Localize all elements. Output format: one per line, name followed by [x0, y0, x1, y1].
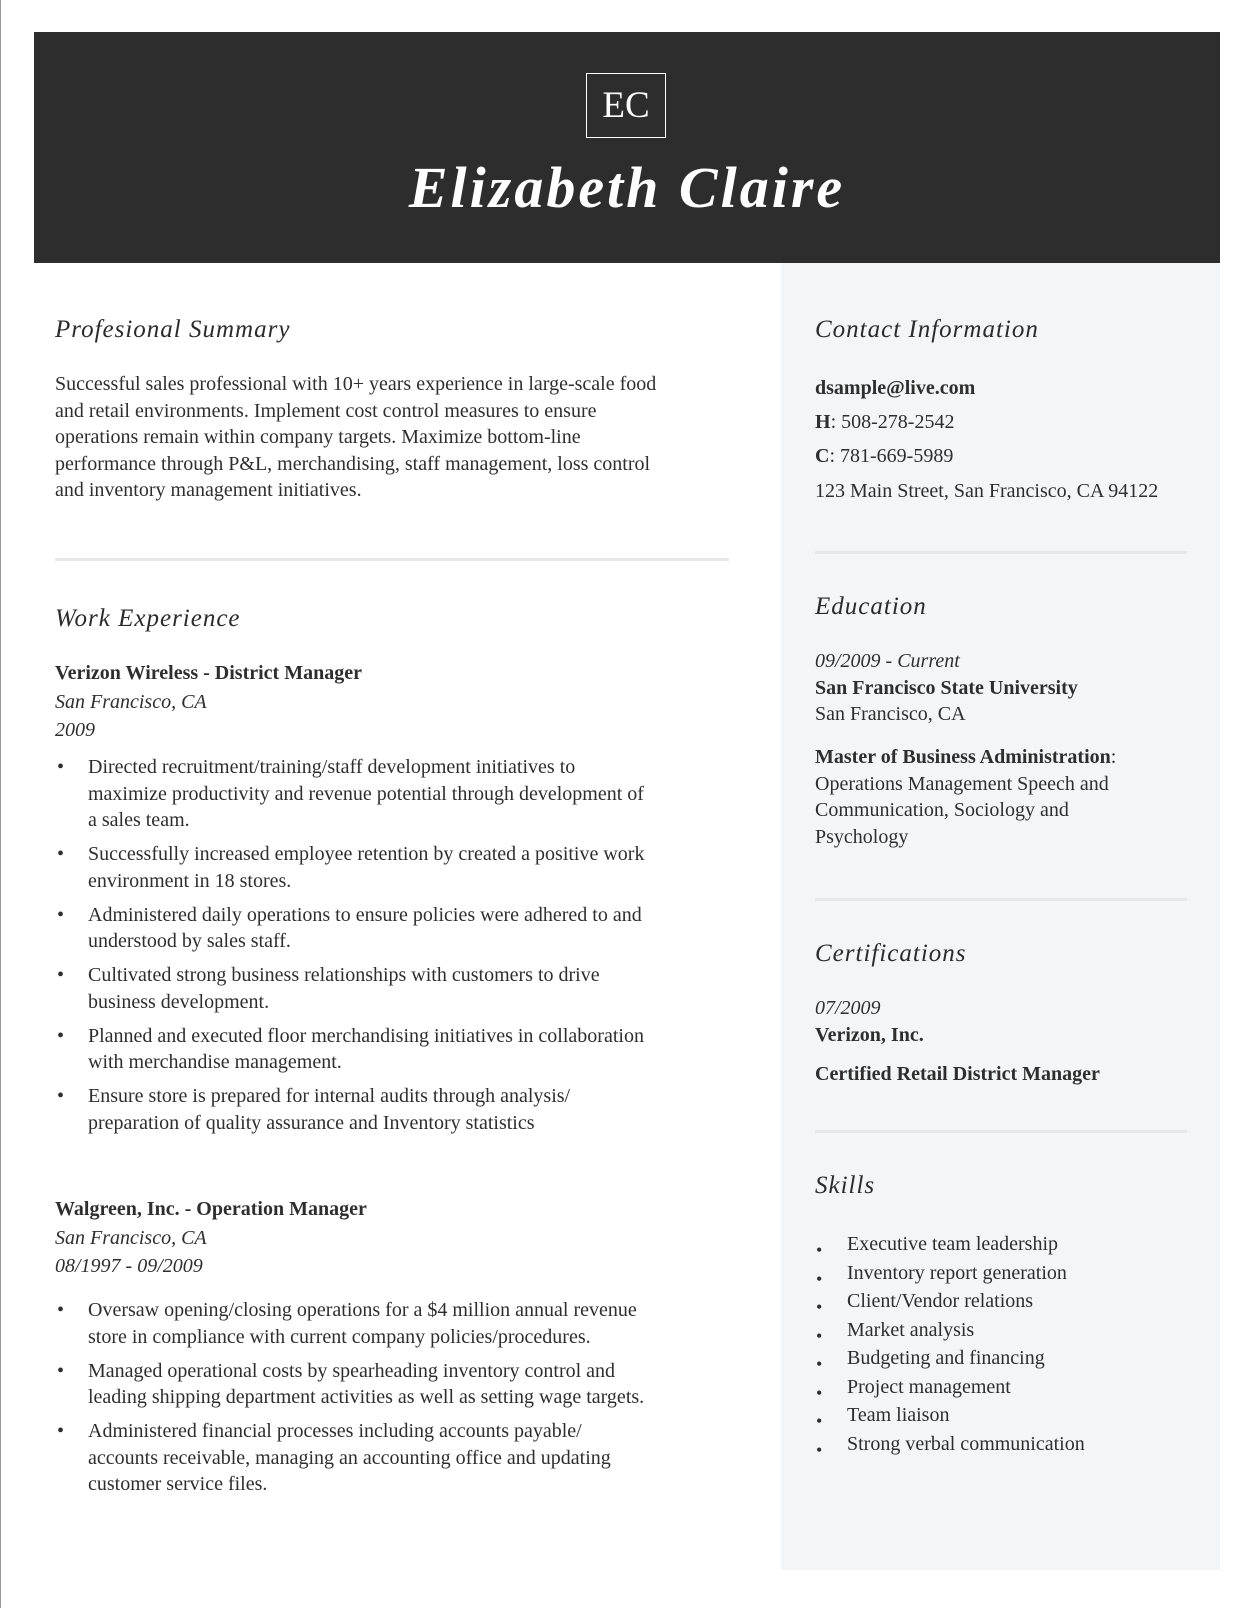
section-divider — [815, 551, 1187, 554]
school-name: San Francisco State University — [815, 677, 1078, 699]
cell-phone-number: : 781-669-5989 — [829, 445, 954, 467]
degree-block — [815, 744, 1195, 850]
skill-item: • Client/Vendor relations — [815, 1287, 1085, 1316]
bullet-line: • Administered financial processes including accounts payable/ — [88, 1420, 582, 1442]
degree-detail: Communication, Sociology and — [815, 799, 1069, 821]
summary-line: operations remain within company targets. Maximize bottom-line — [55, 426, 581, 448]
education-dates: 09/2009 - Current — [815, 650, 960, 672]
skills-heading: Skills — [815, 1172, 876, 1199]
job-bullets — [55, 754, 745, 1144]
skill-item: • Project management — [815, 1373, 1085, 1402]
list-item — [55, 1023, 745, 1076]
list-item — [55, 754, 745, 834]
section-divider — [815, 1130, 1187, 1133]
contact-heading: Contact Information — [815, 316, 1039, 343]
degree-suffix: : — [1110, 746, 1117, 768]
list-item — [55, 962, 745, 1015]
page-edge — [0, 0, 1, 1608]
street-address: 123 Main Street, San Francisco, CA 94122 — [815, 480, 1159, 502]
degree-line — [815, 744, 1195, 771]
cell-phone-label: C — [815, 445, 830, 467]
summary-line: Successful sales professional with 10+ years experience in large-scale food — [55, 373, 657, 395]
bullet-line: • Cultivated strong business relationships with customers to drive — [88, 964, 600, 986]
section-divider — [815, 898, 1187, 901]
list-item — [55, 1418, 745, 1498]
bullet-line: business development. — [88, 990, 270, 1013]
list-item — [55, 841, 745, 894]
summary-heading: Profesional Summary — [55, 316, 291, 343]
bullet-line: • Oversaw opening/closing operations for a $4 million annual revenue — [88, 1299, 637, 1321]
monogram: EC — [586, 73, 666, 138]
bullet-line: customer service files. — [88, 1473, 268, 1495]
bullet-line: environment in 18 stores. — [88, 869, 292, 892]
bullet-line: a sales team. — [88, 809, 190, 831]
list-item — [55, 1083, 745, 1136]
bullet-line: maximize productivity and revenue potential through development of — [88, 782, 644, 805]
certifications-heading: Certifications — [815, 940, 967, 967]
home-phone — [815, 409, 954, 436]
bullet-line: store in compliance with current company policies/procedures. — [88, 1325, 591, 1348]
home-phone-label: H — [815, 411, 831, 433]
experience-heading: Work Experience — [55, 605, 241, 632]
education-heading: Education — [815, 593, 927, 620]
certification-date: 07/2009 — [815, 997, 881, 1019]
summary-text — [55, 371, 735, 504]
job-title: Walgreen, Inc. - Operation Manager — [55, 1198, 367, 1220]
skill-item: • Team liaison — [815, 1401, 1085, 1430]
list-item — [55, 1297, 745, 1350]
job-location: San Francisco, CA — [55, 691, 207, 713]
bullet-line: with merchandise management. — [88, 1051, 342, 1073]
bullet-line: accounts receivable, managing an accounting office and updating — [88, 1446, 611, 1469]
bullet-line: • Administered daily operations to ensure policies were adhered to and — [88, 903, 642, 926]
bullet-line: • Successfully increased employee retention by created a positive work — [88, 843, 645, 865]
certification-issuer: Verizon, Inc. — [815, 1024, 924, 1046]
skill-item: • Strong verbal communication — [815, 1430, 1085, 1459]
certification-name: Certified Retail District Manager — [815, 1063, 1100, 1085]
bullet-line: leading shipping department activities as well as setting wage targets. — [88, 1386, 645, 1408]
home-phone-number: : 508-278-2542 — [830, 411, 955, 433]
list-item — [55, 1358, 745, 1411]
summary-line: and retail environments. Implement cost control measures to ensure — [55, 399, 597, 422]
degree-name: Master of Business Administration — [815, 746, 1111, 768]
cell-phone — [815, 443, 953, 470]
job-title: Verizon Wireless - District Manager — [55, 662, 362, 684]
skill-item: • Executive team leadership — [815, 1230, 1085, 1259]
email-address: dsample@live.com — [815, 377, 976, 399]
skills-list — [815, 1230, 1085, 1458]
bullet-line: preparation of quality assurance and Inventory statistics — [88, 1111, 535, 1134]
summary-line: and inventory management initiatives. — [55, 479, 362, 501]
skill-item: • Budgeting and financing — [815, 1344, 1085, 1373]
degree-detail: Psychology — [815, 825, 909, 848]
skill-item: • Inventory report generation — [815, 1259, 1085, 1288]
resume-header — [34, 32, 1220, 263]
candidate-name: Elizabeth Claire — [408, 155, 846, 220]
degree-detail: Operations Management Speech and — [815, 772, 1109, 795]
job-dates: 08/1997 - 09/2009 — [55, 1255, 203, 1277]
summary-line: performance through P&L, merchandising, staff management, loss control — [55, 452, 651, 475]
job-location: San Francisco, CA — [55, 1227, 207, 1249]
list-item — [55, 902, 745, 955]
job-dates: 2009 — [55, 719, 95, 741]
bullet-line: • Managed operational costs by spearheading inventory control and — [88, 1359, 616, 1382]
school-location: San Francisco, CA — [815, 703, 966, 725]
bullet-line: • Directed recruitment/training/staff development initiatives to — [88, 756, 576, 778]
job-bullets — [55, 1297, 745, 1505]
bullet-line: understood by sales staff. — [88, 930, 291, 952]
section-divider — [55, 558, 729, 561]
bullet-line: • Planned and executed floor merchandising initiatives in collaboration — [88, 1024, 644, 1047]
skill-item: • Market analysis — [815, 1316, 1085, 1345]
bullet-line: • Ensure store is prepared for internal audits through analysis/ — [88, 1085, 571, 1107]
